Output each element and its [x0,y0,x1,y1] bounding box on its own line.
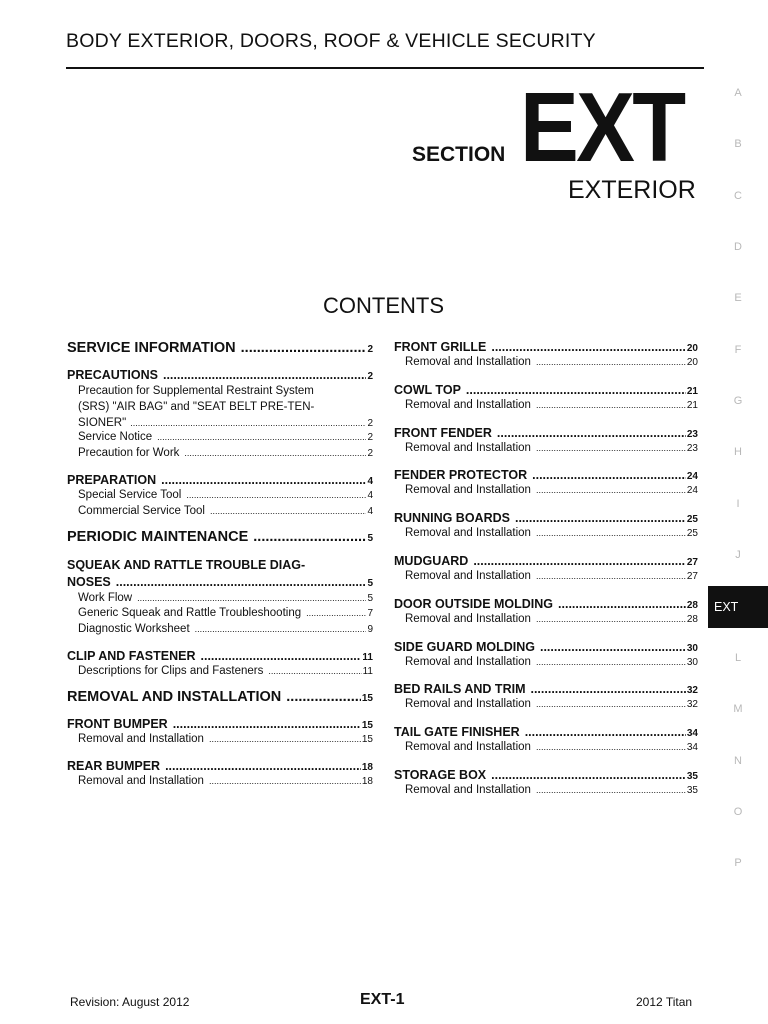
toc-leader [116,574,367,591]
toc-leader [195,624,367,634]
toc-leader [473,554,686,568]
footer-page-id: EXT-1 [360,991,405,1008]
toc-entry-squeak-rattle[interactable] [67,557,373,592]
toc-entry-special-service-tool[interactable] [67,489,373,505]
toc-entry-chapter[interactable] [394,768,698,784]
toc-title: Service Notice [78,431,153,444]
toc-leader [532,468,686,482]
toc-chapter-group [394,597,698,629]
contents-heading: CONTENTS [323,293,444,318]
toc-entry-item[interactable] [394,656,698,672]
section-label: SECTION [412,143,506,166]
toc-page: 23 [686,428,698,440]
thumb-tab-active[interactable]: EXT [708,586,768,628]
toc-leader [525,725,686,739]
toc-page: 2 [367,448,373,460]
toc-leader [253,529,366,545]
toc-entry-chapter[interactable] [394,597,698,613]
toc-entry-precautions[interactable] [67,368,373,384]
toc-entry-chapter[interactable] [394,426,698,442]
toc-page: 2 [367,417,373,429]
toc-title: Removal and Installation [405,356,531,368]
toc-entry-clip-and-fastener[interactable] [67,649,373,665]
toc-title: Diagnostic Worksheet [78,623,190,636]
toc-page: 11 [362,665,373,677]
toc-entry-rear-bumper-ri[interactable] [67,775,373,791]
toc-page: 20 [686,343,698,354]
toc-title: Removal and Installation [78,774,204,787]
toc-page: 5 [367,532,373,544]
toc-entry-front-bumper[interactable] [67,717,373,733]
toc-page: 30 [686,656,698,668]
toc-page: 2 [367,371,373,382]
toc-leader [161,473,366,487]
toc-leader [530,682,685,696]
toc-right-column [394,340,698,800]
toc-entry-item[interactable] [394,741,698,757]
toc-title: PRECAUTIONS [67,368,158,382]
toc-page: 18 [361,761,373,773]
toc-leader [466,383,686,397]
toc-title: REAR BUMPER [67,758,161,773]
toc-entry-commercial-service-tool[interactable] [67,505,373,521]
toc-chapter-group [394,340,698,372]
toc-leader [536,614,686,624]
toc-leader [201,649,362,663]
toc-page: 9 [367,624,373,636]
toc-page: 20 [686,357,698,368]
toc-title: FRONT FENDER [394,425,492,440]
toc-leader [130,416,366,432]
toc-leader [268,666,361,676]
toc-entry-descriptions-clips[interactable] [67,665,373,681]
toc-chapter-group [394,511,698,543]
thumb-tab[interactable]: D [734,241,742,253]
toc-leader [157,432,366,442]
toc-page: 27 [686,556,698,568]
toc-title: Commercial Service Tool [78,504,205,517]
toc-leader [558,597,686,611]
thumb-tab[interactable]: O [733,806,743,818]
toc-entry-work-flow[interactable] [67,592,373,608]
toc-entry-chapter[interactable] [394,640,698,656]
toc-title: Removal and Installation [405,569,531,582]
toc-title: RUNNING BOARDS [394,511,510,526]
toc-leader [540,640,686,654]
toc-page: 34 [686,742,698,754]
toc-leader [306,608,366,618]
toc-title: Removal and Installation [405,783,531,796]
toc-title: SERVICE INFORMATION [67,340,236,356]
toc-leader [491,340,686,354]
toc-title: Generic Squeak and Rattle Troubleshooting [78,607,302,620]
toc-entry-chapter[interactable] [394,682,698,698]
toc-entry-item[interactable] [394,784,698,800]
toc-page: 15 [361,692,373,704]
toc-leader [536,528,686,538]
toc-title: PERIODIC MAINTENANCE [67,528,249,545]
toc-leader [210,506,366,516]
toc-title: Descriptions for Clips and Fasteners [78,664,264,677]
toc-leader [536,485,686,495]
toc-left-column [67,340,373,790]
toc-entry-precaution-for-work[interactable] [67,447,373,463]
toc-leader [536,742,686,752]
toc-page: 15 [361,719,373,731]
toc-page: 7 [367,608,373,620]
toc-page: 35 [686,784,698,796]
toc-title: Removal and Installation [405,741,531,754]
toc-page: 2 [367,432,373,444]
toc-title-line-2: NOSES [67,574,111,589]
toc-title: FENDER PROTECTOR [394,468,528,483]
toc-entry-preparation[interactable] [67,473,373,489]
thumb-tab[interactable]: A [734,87,742,99]
toc-entry-chapter[interactable] [394,725,698,741]
toc-leader [536,571,686,581]
toc-leader [515,511,686,525]
toc-title: Removal and Installation [405,441,531,454]
toc-title: COWL TOP [394,382,461,397]
toc-entry-periodic-maintenance[interactable] [67,529,373,547]
toc-title: Work Flow [78,591,133,604]
toc-leader [163,368,366,382]
toc-entry-item[interactable] [394,399,698,415]
toc-entry-chapter[interactable] [394,340,698,356]
toc-leader [137,593,366,603]
thumb-tab[interactable]: N [734,755,742,767]
thumb-tab[interactable]: F [734,344,742,356]
toc-title: Precaution for Work [78,447,180,460]
footer-model: 2012 Titan [636,995,693,1009]
thumb-tab[interactable]: M [733,703,743,715]
toc-entry-rear-bumper[interactable] [67,759,373,775]
toc-title: FRONT GRILLE [394,340,487,354]
toc-page: 18 [361,775,373,787]
toc-chapter-group [394,554,698,586]
toc-title: Removal and Installation [78,732,204,745]
toc-entry-generic-squeak[interactable] [67,607,373,623]
header-title: BODY EXTERIOR, DOORS, ROOF & VEHICLE SECURITY [66,30,596,52]
toc-page: 28 [686,613,698,625]
toc-chapter-group [394,725,698,757]
toc-page: 4 [367,505,373,517]
toc-page: 35 [686,770,698,782]
thumb-tab[interactable]: C [734,190,742,202]
toc-title-line-2: (SRS) "AIR BAG" and "SEAT BELT PRE-TEN- [78,400,315,413]
toc-title: STORAGE BOX [394,767,487,782]
toc-page: 24 [686,471,698,483]
toc-entry-service-notice[interactable] [67,431,373,447]
toc-title: PREPARATION [67,472,157,487]
thumb-tab[interactable]: L [734,652,742,664]
toc-chapter-group [394,768,698,800]
toc-title: FRONT BUMPER [67,716,168,731]
toc-title-line-1: SQUEAK AND RATTLE TROUBLE DIAG- [67,557,306,572]
thumb-tab[interactable]: J [735,549,741,561]
toc-page: 30 [686,642,698,654]
toc-leader [186,490,366,500]
toc-page: 4 [367,489,373,501]
toc-leader [286,689,361,705]
thumb-tab[interactable]: H [734,446,742,458]
toc-title: REMOVAL AND INSTALLATION [67,688,282,705]
toc-entry-chapter[interactable] [394,511,698,527]
section-name: EXTERIOR [568,176,696,204]
toc-chapter-group [394,426,698,458]
toc-chapter-group [394,640,698,672]
toc-page: 21 [686,399,698,411]
toc-title: BED RAILS AND TRIM [394,682,526,697]
toc-entry-item[interactable] [394,698,698,714]
toc-page: 4 [367,475,373,487]
toc-title: Removal and Installation [405,655,531,668]
toc-leader [536,443,686,453]
toc-title: Removal and Installation [405,612,531,625]
thumb-tab[interactable]: I [736,498,740,510]
toc-page: 15 [361,733,373,745]
toc-leader [209,734,361,744]
toc-page: 5 [367,592,373,604]
toc-title-line-1: Precaution for Supplemental Restraint System [78,385,314,397]
toc-entry-chapter[interactable] [394,554,698,570]
toc-leader [184,448,366,458]
toc-leader [491,768,686,782]
toc-entry-diagnostic-worksheet[interactable] [67,623,373,639]
toc-leader [536,657,686,667]
toc-title: Removal and Installation [405,484,531,497]
footer-revision: Revision: August 2012 [70,995,190,1009]
toc-entry-front-bumper-ri[interactable] [67,733,373,749]
toc-page: 23 [686,442,698,454]
toc-title: Removal and Installation [405,398,531,411]
toc-entry-item[interactable] [394,484,698,500]
toc-entry-item[interactable] [394,527,698,543]
toc-title: Removal and Installation [405,698,531,711]
toc-entry-chapter[interactable] [394,468,698,484]
toc-entry-item[interactable] [394,570,698,586]
toc-entry-item[interactable] [394,442,698,458]
thumb-tab[interactable]: G [733,395,743,407]
thumb-tab[interactable]: B [734,138,742,150]
toc-title: Special Service Tool [78,488,182,501]
toc-title: TAIL GATE FINISHER [394,725,520,740]
toc-leader [536,699,686,709]
toc-leader [173,717,361,731]
toc-leader [165,759,361,773]
toc-title: SIDE GUARD MOLDING [394,639,535,654]
toc-leader [536,785,686,795]
toc-title-line-3: SIONER" [78,416,127,429]
toc-page: 25 [686,514,698,526]
thumb-tab[interactable]: E [734,292,742,304]
thumb-tab[interactable]: P [734,857,742,869]
toc-leader [497,426,686,440]
toc-leader [209,776,361,786]
toc-title: Removal and Installation [405,527,531,540]
toc-page: 32 [686,685,698,697]
toc-chapter-group [394,468,698,500]
toc-page: 32 [686,699,698,711]
toc-entry-item[interactable] [394,356,698,372]
toc-page: 25 [686,528,698,540]
header-rule [66,67,704,69]
toc-entry-precaution-srs[interactable] [67,384,373,431]
toc-page: 21 [686,385,698,397]
toc-entry-chapter[interactable] [394,383,698,399]
section-code: EXT [520,72,684,182]
toc-page: 11 [362,651,373,663]
toc-leader [536,400,686,410]
toc-entry-item[interactable] [394,613,698,629]
toc-page: 34 [686,728,698,740]
toc-page: 2 [367,344,373,355]
toc-title: CLIP AND FASTENER [67,648,196,663]
toc-page: 5 [367,577,373,589]
toc-title: DOOR OUTSIDE MOLDING [394,596,554,611]
toc-leader [241,340,367,356]
toc-entry-removal-and-installation[interactable] [67,689,373,707]
toc-page: 28 [686,599,698,611]
toc-entry-service-information[interactable] [67,340,373,358]
toc-leader [536,357,686,367]
toc-title: MUDGUARD [394,553,469,568]
toc-chapter-group [394,383,698,415]
toc-page: 24 [686,485,698,497]
toc-chapter-group [394,682,698,714]
toc-page: 27 [686,570,698,582]
